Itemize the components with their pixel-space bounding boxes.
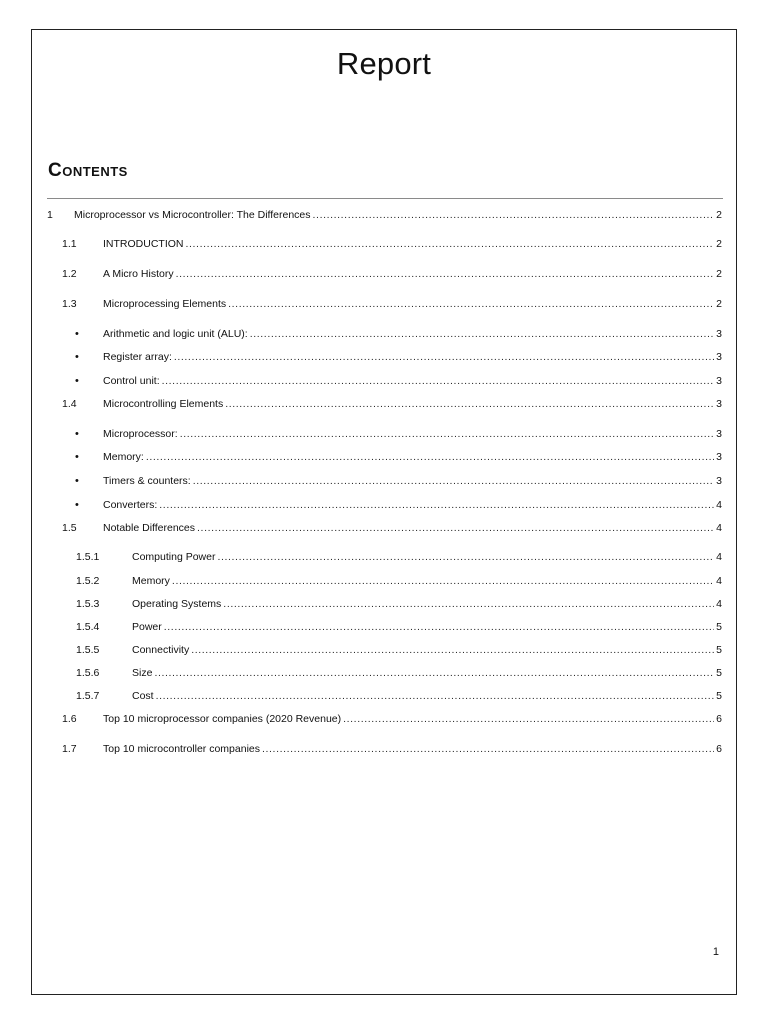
bullet-icon: •: [75, 499, 79, 511]
document-page: [31, 29, 737, 995]
toc-entry[interactable]: [32, 664, 722, 680]
toc-leader-dots: [159, 498, 714, 512]
toc-entry-title: Notable Differences: [103, 522, 196, 534]
toc-entry-title: Microprocessing Elements: [103, 298, 227, 310]
contents-heading: Contents: [48, 160, 128, 181]
toc-entry-page: 3: [716, 451, 722, 463]
toc-leader-dots: [186, 237, 715, 251]
toc-leader-dots: [228, 297, 714, 311]
toc-entry-page: 5: [716, 644, 722, 656]
toc-entry[interactable]: [32, 548, 722, 564]
document-title: Report: [336, 46, 432, 81]
toc-entry[interactable]: [32, 641, 722, 657]
toc-entry-number: 1.5.6: [76, 667, 100, 679]
toc-entry[interactable]: [32, 710, 722, 726]
toc-entry-number: 1.5.2: [76, 575, 100, 587]
toc-leader-dots: [172, 574, 714, 588]
toc-entry-title: Microcontrolling Elements: [103, 398, 224, 410]
toc-entry[interactable]: [32, 395, 722, 411]
toc-entry-title: Microprocessor:: [103, 428, 178, 440]
toc-entry-title: Cost: [132, 690, 154, 702]
toc-entry-page: 4: [716, 499, 722, 511]
bullet-icon: •: [75, 328, 79, 340]
toc-entry[interactable]: [32, 448, 722, 464]
toc-entry-page: 6: [716, 713, 722, 725]
toc-entry-title: A Micro History: [103, 268, 174, 280]
toc-entry-page: 6: [716, 743, 722, 755]
toc-entry-number: 1.6: [62, 713, 77, 725]
bullet-icon: •: [75, 451, 79, 463]
toc-entry-title: Arithmetic and logic unit (ALU):: [103, 328, 248, 340]
toc-entry[interactable]: [32, 519, 722, 535]
toc-entry[interactable]: [32, 235, 722, 251]
toc-entry-title: Computing Power: [132, 551, 216, 563]
toc-leader-dots: [217, 550, 714, 564]
bullet-icon: •: [75, 351, 79, 363]
toc-entry-number: 1.5.5: [76, 644, 100, 656]
toc-entry-number: 1.7: [62, 743, 77, 755]
toc-leader-dots: [193, 474, 714, 488]
toc-entry-title: Register array:: [103, 351, 172, 363]
toc-leader-dots: [343, 712, 714, 726]
toc-entry-number: 1.2: [62, 268, 77, 280]
toc-entry-title: Operating Systems: [132, 598, 222, 610]
toc-leader-dots: [146, 450, 714, 464]
toc-entry[interactable]: [32, 325, 722, 341]
toc-entry[interactable]: [32, 295, 722, 311]
toc-entry-number: 1.3: [62, 298, 77, 310]
toc-entry-title: Memory:: [103, 451, 144, 463]
toc-entry[interactable]: [32, 472, 722, 488]
toc-leader-dots: [176, 267, 715, 281]
toc-entry-number: 1.5.7: [76, 690, 100, 702]
toc-entry-page: 3: [716, 351, 722, 363]
bullet-icon: •: [75, 475, 79, 487]
toc-leader-dots: [223, 597, 714, 611]
toc-entry-page: 3: [716, 375, 722, 387]
toc-entry-title: Top 10 microprocessor companies (2020 Revenue): [103, 713, 342, 725]
toc-entry-number: 1.5: [62, 522, 77, 534]
toc-leader-dots: [180, 427, 714, 441]
toc-entry-page: 2: [716, 268, 722, 280]
toc-entry-title: Timers & counters:: [103, 475, 191, 487]
toc-entry-title: Microprocessor vs Microcontroller: The Differences: [74, 209, 311, 221]
toc-entry-number: 1.5.1: [76, 551, 100, 563]
heading-rule: [47, 198, 723, 199]
toc-entry-page: 4: [716, 575, 722, 587]
toc-entry-page: 5: [716, 667, 722, 679]
toc-leader-dots: [154, 666, 714, 680]
toc-entry-page: 3: [716, 428, 722, 440]
toc-entry-title: Power: [132, 621, 162, 633]
toc-entry-page: 2: [716, 209, 722, 221]
toc-leader-dots: [156, 689, 715, 703]
toc-entry[interactable]: [32, 687, 722, 703]
toc-entry-number: 1.5.3: [76, 598, 100, 610]
toc-leader-dots: [191, 643, 714, 657]
toc-entry-title: INTRODUCTION: [103, 238, 184, 250]
toc-leader-dots: [164, 620, 714, 634]
toc-entry[interactable]: [32, 206, 722, 222]
toc-entry-title: Connectivity: [132, 644, 190, 656]
toc-entry-page: 2: [716, 298, 722, 310]
toc-entry[interactable]: [32, 618, 722, 634]
toc-entry-page: 2: [716, 238, 722, 250]
toc-entry-number: 1.5.4: [76, 621, 100, 633]
toc-entry[interactable]: [32, 265, 722, 281]
toc-entry[interactable]: [32, 348, 722, 364]
page-number: 1: [712, 946, 719, 958]
toc-leader-dots: [162, 374, 715, 388]
toc-entry-number: 1.4: [62, 398, 77, 410]
toc-entry-page: 4: [716, 522, 722, 534]
toc-entry-title: Size: [132, 667, 153, 679]
toc-entry[interactable]: [32, 740, 722, 756]
toc-entry-title: Memory: [132, 575, 170, 587]
toc-entry-page: 3: [716, 475, 722, 487]
toc-entry-page: 5: [716, 621, 722, 633]
toc-entry[interactable]: [32, 496, 722, 512]
toc-leader-dots: [250, 327, 714, 341]
toc-entry[interactable]: [32, 425, 722, 441]
toc-leader-dots: [262, 742, 714, 756]
toc-entry-number: 1.1: [62, 238, 77, 250]
toc-entry-page: 5: [716, 690, 722, 702]
toc-entry-title: Converters:: [103, 499, 158, 511]
bullet-icon: •: [75, 428, 79, 440]
toc-entry-page: 4: [716, 551, 722, 563]
toc-leader-dots: [225, 397, 714, 411]
toc-entry[interactable]: [32, 572, 722, 588]
toc-entry-page: 3: [716, 328, 722, 340]
toc-entry-title: Top 10 microcontroller companies: [103, 743, 260, 755]
toc-entry[interactable]: [32, 372, 722, 388]
toc-leader-dots: [313, 208, 715, 222]
toc-leader-dots: [174, 350, 714, 364]
toc-entry-number: 1: [47, 209, 53, 221]
toc-entry-page: 4: [716, 598, 722, 610]
toc-entry[interactable]: [32, 595, 722, 611]
toc-entry-page: 3: [716, 398, 722, 410]
toc-leader-dots: [197, 521, 714, 535]
toc-entry-title: Control unit:: [103, 375, 160, 387]
bullet-icon: •: [75, 375, 79, 387]
